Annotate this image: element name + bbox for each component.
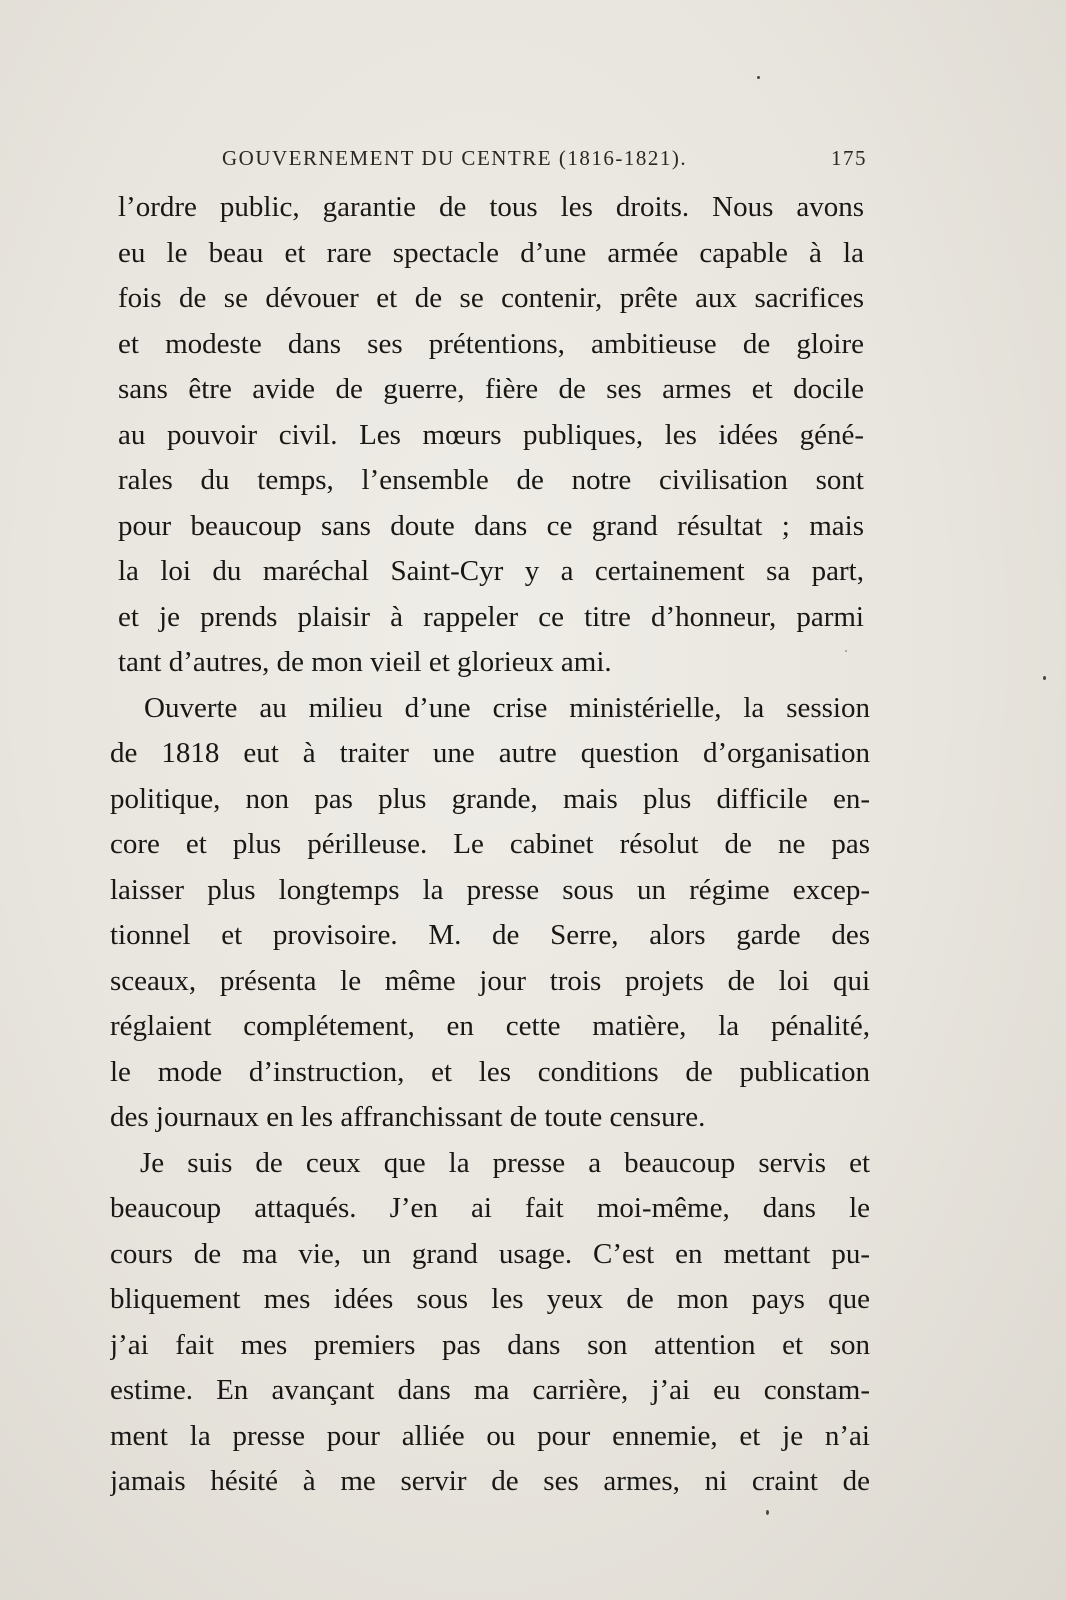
- paper-speck: [845, 650, 847, 652]
- text-line: cours de ma vie, un grand usage. C’est en mettant pu-: [110, 1237, 870, 1270]
- text-line: le mode d’instruction, et les conditions de publication: [110, 1055, 870, 1088]
- paper-speck: [1043, 676, 1046, 680]
- text-line: jamais hésité à me servir de ses armes, ni craint de: [110, 1465, 870, 1497]
- text-line: beaucoup attaqués. J’en ai fait moi-même, dans le: [110, 1192, 870, 1224]
- text-line: de 1818 eut à traiter une autre question d’organisation: [110, 737, 870, 769]
- text-line: sans être avide de guerre, fière de ses armes et docile: [118, 373, 864, 405]
- paragraph-continuation: [110, 185, 870, 686]
- body-text: [110, 185, 870, 1505]
- running-head: [222, 146, 867, 176]
- text-line: l’ordre public, garantie de tous les droits. Nous avons: [118, 191, 864, 223]
- paper-speck: [757, 76, 760, 79]
- paragraph-session-1818: [110, 686, 870, 1141]
- text-line: eu le beau et rare spectacle d’une armée capable à la: [118, 236, 864, 269]
- text-line: la loi du maréchal Saint-Cyr y a certainement sa part,: [118, 555, 864, 587]
- text-line: rales du temps, l’ensemble de notre civilisation sont: [118, 464, 864, 496]
- text-line: bliquement mes idées sous les yeux de mon pays que: [110, 1283, 870, 1315]
- text-line: tionnel et provisoire. M. de Serre, alors garde des: [110, 919, 870, 951]
- page-number: 175: [831, 146, 867, 170]
- text-line: et je prends plaisir à rappeler ce titre d’honneur, parmi: [118, 600, 864, 633]
- text-line: pour beaucoup sans doute dans ce grand résultat ; mais: [118, 509, 864, 542]
- paper-speck: [766, 1510, 769, 1515]
- text-line: tant d’autres, de mon vieil et glorieux ami.: [118, 646, 612, 678]
- text-line: Ouverte au milieu d’une crise ministérielle, la session: [144, 691, 870, 724]
- text-line: des journaux en les affranchissant de toute censure.: [110, 1101, 706, 1133]
- text-line: fois de se dévouer et de se contenir, prête aux sacrifices: [118, 282, 864, 314]
- text-line: j’ai fait mes premiers pas dans son attention et son: [110, 1328, 870, 1361]
- text-line: estime. En avançant dans ma carrière, j’ai eu constam-: [110, 1374, 870, 1406]
- text-line: au pouvoir civil. Les mœurs publiques, les idées géné-: [118, 418, 864, 451]
- text-line: sceaux, présenta le même jour trois projets de loi qui: [110, 964, 870, 997]
- text-line: réglaient complétement, en cette matière, la pénalité,: [110, 1010, 870, 1042]
- text-line: politique, non pas plus grande, mais plus difficile en-: [110, 782, 870, 815]
- text-line: laisser plus longtemps la presse sous un régime excep-: [110, 873, 870, 906]
- text-line: Je suis de ceux que la presse a beaucoup servis et: [140, 1146, 870, 1179]
- text-line: et modeste dans ses prétentions, ambitieuse de gloire: [118, 327, 864, 360]
- paragraph-presse: [110, 1141, 870, 1505]
- running-title: GOUVERNEMENT DU CENTRE (1816-1821).: [222, 146, 688, 170]
- text-line: ment la presse pour alliée ou pour ennemie, et je n’ai: [110, 1419, 870, 1452]
- text-line: core et plus périlleuse. Le cabinet résolut de ne pas: [110, 828, 870, 860]
